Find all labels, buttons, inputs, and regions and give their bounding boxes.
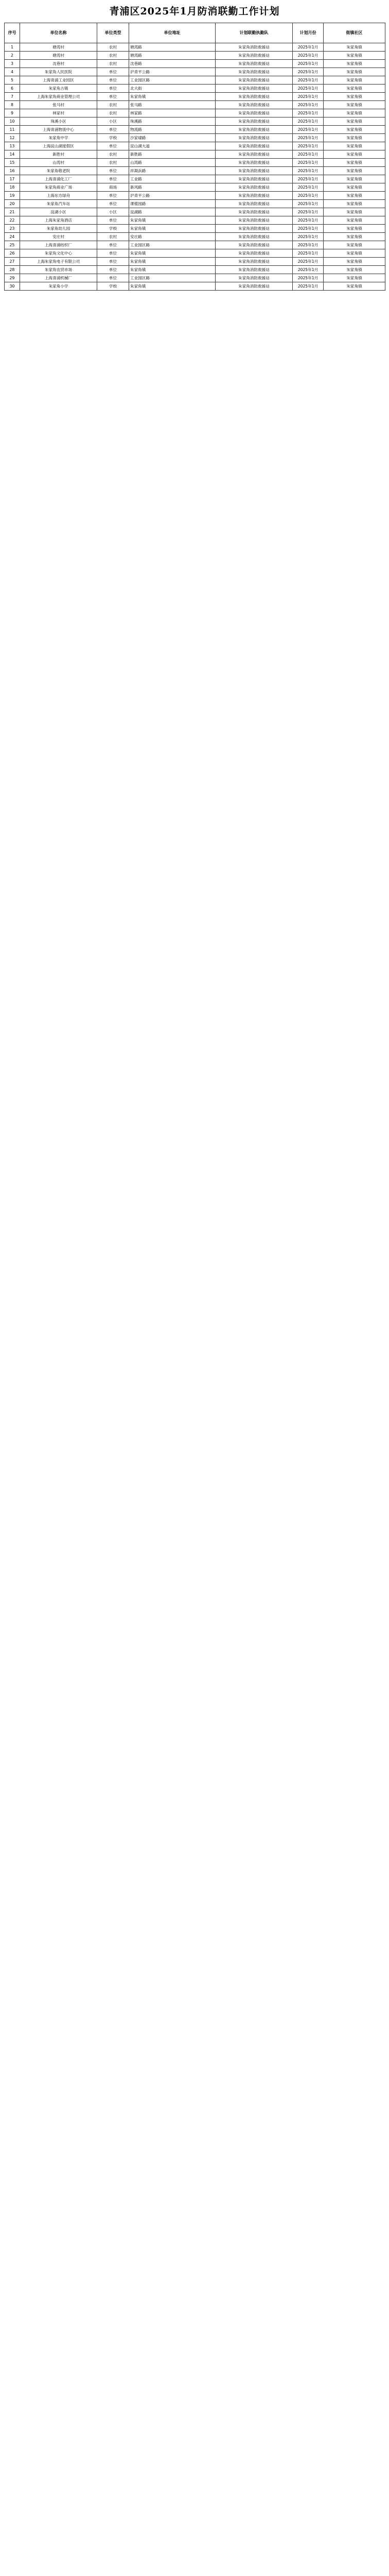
column-header-unit-address: 单位地址 xyxy=(129,23,216,43)
community-cell: 朱家角镇 xyxy=(324,258,385,266)
unit-address-cell: 朱家角镇 xyxy=(129,93,216,101)
unit-name-cell: 朱家角汽车站 xyxy=(20,200,97,208)
table-row xyxy=(5,60,385,68)
unit-name-cell: 塘湾村 xyxy=(20,43,97,52)
unit-name-cell: 朱家角小学 xyxy=(20,282,97,291)
row-index-cell: 19 xyxy=(5,192,20,200)
unit-name-cell: 朱家角商业广场 xyxy=(20,183,97,192)
plan-month-cell: 2025年1月 xyxy=(293,60,324,68)
table-row xyxy=(5,109,385,117)
community-cell: 朱家角镇 xyxy=(324,249,385,258)
plan-month-cell: 2025年1月 xyxy=(293,76,324,84)
plan-month-cell: 2025年1月 xyxy=(293,109,324,117)
table-row xyxy=(5,241,385,249)
unit-name-cell: 沈巷村 xyxy=(20,60,97,68)
plan-month-cell: 2025年1月 xyxy=(293,266,324,274)
unit-name-cell: 上海青浦物流中心 xyxy=(20,126,97,134)
community-cell: 朱家角镇 xyxy=(324,192,385,200)
community-cell: 朱家角镇 xyxy=(324,76,385,84)
unit-type-cell: 单位 xyxy=(97,76,129,84)
table-body xyxy=(5,43,385,291)
unit-address-cell: 朱家角镇 xyxy=(129,258,216,266)
column-header-unit-type: 单位类型 xyxy=(97,23,129,43)
row-index-cell: 17 xyxy=(5,175,20,183)
unit-name-cell: 朱家角中学 xyxy=(20,134,97,142)
table-row xyxy=(5,167,385,175)
plan-month-cell: 2025年1月 xyxy=(293,233,324,241)
community-cell: 朱家角镇 xyxy=(324,84,385,93)
duty-team-cell: 朱家角消防救援站 xyxy=(216,76,293,84)
duty-team-cell: 朱家角消防救援站 xyxy=(216,159,293,167)
duty-team-cell: 朱家角消防救援站 xyxy=(216,150,293,159)
table-row xyxy=(5,126,385,134)
community-cell: 朱家角镇 xyxy=(324,216,385,225)
plan-month-cell: 2025年1月 xyxy=(293,216,324,225)
duty-team-cell: 朱家角消防救援站 xyxy=(216,183,293,192)
row-index-cell: 3 xyxy=(5,60,20,68)
unit-name-cell: 上海青浦纺织厂 xyxy=(20,241,97,249)
unit-address-cell: 珠溪路 xyxy=(129,117,216,126)
table-row xyxy=(5,84,385,93)
plan-month-cell: 2025年1月 xyxy=(293,150,324,159)
unit-type-cell: 单位 xyxy=(97,241,129,249)
plan-month-cell: 2025年1月 xyxy=(293,52,324,60)
row-index-cell: 18 xyxy=(5,183,20,192)
plan-month-cell: 2025年1月 xyxy=(293,192,324,200)
unit-type-cell: 农村 xyxy=(97,43,129,52)
row-index-cell: 4 xyxy=(5,68,20,76)
duty-team-cell: 朱家角消防救援站 xyxy=(216,175,293,183)
unit-name-cell: 朱家角人民医院 xyxy=(20,68,97,76)
schedule-table xyxy=(4,23,385,291)
row-index-cell: 24 xyxy=(5,233,20,241)
unit-name-cell: 淀湖小区 xyxy=(20,208,97,216)
unit-name-cell: 上海朱家角电子有限公司 xyxy=(20,258,97,266)
unit-type-cell: 单位 xyxy=(97,68,129,76)
plan-month-cell: 2025年1月 xyxy=(293,200,324,208)
unit-type-cell: 单位 xyxy=(97,192,129,200)
plan-month-cell: 2025年1月 xyxy=(293,241,324,249)
row-index-cell: 26 xyxy=(5,249,20,258)
unit-name-cell: 上海青浦化工厂 xyxy=(20,175,97,183)
unit-type-cell: 学校 xyxy=(97,134,129,142)
unit-address-cell: 课植园路 xyxy=(129,200,216,208)
community-cell: 朱家角镇 xyxy=(324,117,385,126)
unit-name-cell: 上海青浦机械厂 xyxy=(20,274,97,282)
duty-team-cell: 朱家角消防救援站 xyxy=(216,52,293,60)
row-index-cell: 30 xyxy=(5,282,20,291)
unit-address-cell: 沙家埭路 xyxy=(129,134,216,142)
duty-team-cell: 朱家角消防救援站 xyxy=(216,117,293,126)
unit-type-cell: 单位 xyxy=(97,216,129,225)
unit-name-cell: 朱家角文化中心 xyxy=(20,249,97,258)
community-cell: 朱家角镇 xyxy=(324,43,385,52)
unit-address-cell: 沪青平公路 xyxy=(129,68,216,76)
community-cell: 朱家角镇 xyxy=(324,233,385,241)
plan-month-cell: 2025年1月 xyxy=(293,43,324,52)
community-cell: 朱家角镇 xyxy=(324,101,385,109)
duty-team-cell: 朱家角消防救援站 xyxy=(216,93,293,101)
unit-type-cell: 单位 xyxy=(97,167,129,175)
row-index-cell: 21 xyxy=(5,208,20,216)
table-row xyxy=(5,68,385,76)
table-row xyxy=(5,142,385,150)
unit-type-cell: 单位 xyxy=(97,200,129,208)
unit-address-cell: 沈巷路 xyxy=(129,60,216,68)
duty-team-cell: 朱家角消防救援站 xyxy=(216,167,293,175)
table-row xyxy=(5,200,385,208)
page-title: 青浦区2025年1月防消联勤工作计划 xyxy=(109,6,280,17)
unit-address-cell: 朱家角镇 xyxy=(129,249,216,258)
plan-month-cell: 2025年1月 xyxy=(293,249,324,258)
duty-team-cell: 朱家角消防救援站 xyxy=(216,266,293,274)
community-cell: 朱家角镇 xyxy=(324,200,385,208)
plan-month-cell: 2025年1月 xyxy=(293,159,324,167)
row-index-cell: 15 xyxy=(5,159,20,167)
duty-team-cell: 朱家角消防救援站 xyxy=(216,282,293,291)
unit-address-cell: 工业园区路 xyxy=(129,76,216,84)
duty-team-cell: 朱家角消防救援站 xyxy=(216,249,293,258)
unit-type-cell: 农村 xyxy=(97,150,129,159)
duty-team-cell: 朱家角消防救援站 xyxy=(216,43,293,52)
community-cell: 朱家角镇 xyxy=(324,183,385,192)
plan-month-cell: 2025年1月 xyxy=(293,68,324,76)
unit-address-cell: 朱家角镇 xyxy=(129,282,216,291)
table-row xyxy=(5,233,385,241)
unit-type-cell: 单位 xyxy=(97,274,129,282)
table-row xyxy=(5,175,385,183)
community-cell: 朱家角镇 xyxy=(324,134,385,142)
row-index-cell: 22 xyxy=(5,216,20,225)
community-cell: 朱家角镇 xyxy=(324,241,385,249)
row-index-cell: 7 xyxy=(5,93,20,101)
unit-name-cell: 塘湾村 xyxy=(20,52,97,60)
community-cell: 朱家角镇 xyxy=(324,266,385,274)
table-row xyxy=(5,52,385,60)
table-row xyxy=(5,183,385,192)
row-index-cell: 14 xyxy=(5,150,20,159)
duty-team-cell: 朱家角消防救援站 xyxy=(216,241,293,249)
unit-address-cell: 祥凝浜路 xyxy=(129,167,216,175)
community-cell: 朱家角镇 xyxy=(324,52,385,60)
table-row xyxy=(5,93,385,101)
unit-name-cell: 安庄村 xyxy=(20,233,97,241)
unit-type-cell: 单位 xyxy=(97,266,129,274)
community-cell: 朱家角镇 xyxy=(324,68,385,76)
table-row xyxy=(5,159,385,167)
unit-type-cell: 单位 xyxy=(97,142,129,150)
duty-team-cell: 朱家角消防救援站 xyxy=(216,233,293,241)
column-header-unit-name: 单位名称 xyxy=(20,23,97,43)
table-header-row xyxy=(5,23,385,43)
duty-team-cell: 朱家角消防救援站 xyxy=(216,134,293,142)
row-index-cell: 12 xyxy=(5,134,20,142)
unit-name-cell: 朱家角古镇 xyxy=(20,84,97,93)
unit-type-cell: 农村 xyxy=(97,159,129,167)
community-cell: 朱家角镇 xyxy=(324,126,385,134)
table-row xyxy=(5,208,385,216)
duty-team-cell: 朱家角消防救援站 xyxy=(216,68,293,76)
table-row xyxy=(5,274,385,282)
table-row xyxy=(5,43,385,52)
duty-team-cell: 朱家角消防救援站 xyxy=(216,84,293,93)
table-row xyxy=(5,150,385,159)
unit-address-cell: 沪青平公路 xyxy=(129,192,216,200)
table-row xyxy=(5,225,385,233)
unit-type-cell: 单位 xyxy=(97,249,129,258)
plan-month-cell: 2025年1月 xyxy=(293,183,324,192)
unit-name-cell: 朱家角农贸市场 xyxy=(20,266,97,274)
community-cell: 朱家角镇 xyxy=(324,150,385,159)
plan-month-cell: 2025年1月 xyxy=(293,142,324,150)
unit-address-cell: 淀湖路 xyxy=(129,208,216,216)
unit-name-cell: 上海青浦工业园区 xyxy=(20,76,97,84)
row-index-cell: 11 xyxy=(5,126,20,134)
row-index-cell: 6 xyxy=(5,84,20,93)
community-cell: 朱家角镇 xyxy=(324,142,385,150)
unit-address-cell: 工业路 xyxy=(129,175,216,183)
unit-type-cell: 学校 xyxy=(97,282,129,291)
duty-team-cell: 朱家角消防救援站 xyxy=(216,258,293,266)
row-index-cell: 28 xyxy=(5,266,20,274)
table-row xyxy=(5,282,385,291)
unit-address-cell: 物流路 xyxy=(129,126,216,134)
duty-team-cell: 朱家角消防救援站 xyxy=(216,101,293,109)
unit-type-cell: 农村 xyxy=(97,109,129,117)
duty-team-cell: 朱家角消防救援站 xyxy=(216,208,293,216)
row-index-cell: 9 xyxy=(5,109,20,117)
unit-address-cell: 新胜路 xyxy=(129,150,216,159)
duty-team-cell: 朱家角消防救援站 xyxy=(216,225,293,233)
unit-type-cell: 单位 xyxy=(97,126,129,134)
table-row xyxy=(5,249,385,258)
duty-team-cell: 朱家角消防救援站 xyxy=(216,109,293,117)
table-row xyxy=(5,266,385,274)
community-cell: 朱家角镇 xyxy=(324,225,385,233)
unit-address-cell: 朱家角镇 xyxy=(129,216,216,225)
unit-name-cell: 新胜村 xyxy=(20,150,97,159)
row-index-cell: 27 xyxy=(5,258,20,266)
unit-address-cell: 工业园区路 xyxy=(129,241,216,249)
unit-type-cell: 小区 xyxy=(97,117,129,126)
community-cell: 朱家角镇 xyxy=(324,167,385,175)
row-index-cell: 5 xyxy=(5,76,20,84)
table-row xyxy=(5,101,385,109)
unit-type-cell: 学校 xyxy=(97,225,129,233)
plan-month-cell: 2025年1月 xyxy=(293,258,324,266)
row-index-cell: 23 xyxy=(5,225,20,233)
row-index-cell: 10 xyxy=(5,117,20,126)
plan-month-cell: 2025年1月 xyxy=(293,282,324,291)
plan-month-cell: 2025年1月 xyxy=(293,126,324,134)
unit-name-cell: 上海朱家角酒店 xyxy=(20,216,97,225)
unit-name-cell: 上海朱家角商业管理公司 xyxy=(20,93,97,101)
duty-team-cell: 朱家角消防救援站 xyxy=(216,60,293,68)
community-cell: 朱家角镇 xyxy=(324,109,385,117)
unit-address-cell: 新风路 xyxy=(129,183,216,192)
unit-address-cell: 淀山湖大道 xyxy=(129,142,216,150)
unit-type-cell: 小区 xyxy=(97,208,129,216)
plan-month-cell: 2025年1月 xyxy=(293,117,324,126)
unit-address-cell: 朱家角镇 xyxy=(129,225,216,233)
unit-name-cell: 珠溪小区 xyxy=(20,117,97,126)
unit-type-cell: 农村 xyxy=(97,101,129,109)
unit-type-cell: 农村 xyxy=(97,233,129,241)
plan-month-cell: 2025年1月 xyxy=(293,101,324,109)
column-header-plan-month: 计划月份 xyxy=(293,23,324,43)
unit-address-cell: 安庄路 xyxy=(129,233,216,241)
duty-team-cell: 朱家角消防救援站 xyxy=(216,142,293,150)
unit-type-cell: 农村 xyxy=(97,60,129,68)
column-header-duty-team: 计划联勤执勤队 xyxy=(216,23,293,43)
unit-address-cell: 林家路 xyxy=(129,109,216,117)
unit-name-cell: 张马村 xyxy=(20,101,97,109)
unit-name-cell: 林家村 xyxy=(20,109,97,117)
plan-month-cell: 2025年1月 xyxy=(293,274,324,282)
duty-team-cell: 朱家角消防救援站 xyxy=(216,192,293,200)
unit-name-cell: 山湾村 xyxy=(20,159,97,167)
unit-address-cell: 工业园区路 xyxy=(129,274,216,282)
duty-team-cell: 朱家角消防救援站 xyxy=(216,126,293,134)
unit-type-cell: 单位 xyxy=(97,84,129,93)
duty-team-cell: 朱家角消防救援站 xyxy=(216,200,293,208)
plan-month-cell: 2025年1月 xyxy=(293,93,324,101)
table-row xyxy=(5,192,385,200)
row-index-cell: 2 xyxy=(5,52,20,60)
duty-team-cell: 朱家角消防救援站 xyxy=(216,216,293,225)
plan-month-cell: 2025年1月 xyxy=(293,134,324,142)
unit-address-cell: 朱家角镇 xyxy=(129,266,216,274)
unit-type-cell: 单位 xyxy=(97,175,129,183)
community-cell: 朱家角镇 xyxy=(324,60,385,68)
row-index-cell: 20 xyxy=(5,200,20,208)
duty-team-cell: 朱家角消防救援站 xyxy=(216,274,293,282)
unit-type-cell: 单位 xyxy=(97,258,129,266)
unit-type-cell: 单位 xyxy=(97,93,129,101)
community-cell: 朱家角镇 xyxy=(324,282,385,291)
unit-name-cell: 上海淀山湖度假区 xyxy=(20,142,97,150)
row-index-cell: 25 xyxy=(5,241,20,249)
unit-address-cell: 塘湾路 xyxy=(129,43,216,52)
unit-type-cell: 农村 xyxy=(97,52,129,60)
community-cell: 朱家角镇 xyxy=(324,274,385,282)
column-header-index: 序号 xyxy=(5,23,20,43)
plan-month-cell: 2025年1月 xyxy=(293,208,324,216)
unit-name-cell: 上海东方绿舟 xyxy=(20,192,97,200)
unit-address-cell: 北大街 xyxy=(129,84,216,93)
row-index-cell: 1 xyxy=(5,43,20,52)
plan-month-cell: 2025年1月 xyxy=(293,225,324,233)
community-cell: 朱家角镇 xyxy=(324,159,385,167)
unit-type-cell: 商场 xyxy=(97,183,129,192)
community-cell: 朱家角镇 xyxy=(324,93,385,101)
row-index-cell: 29 xyxy=(5,274,20,282)
unit-address-cell: 山湾路 xyxy=(129,159,216,167)
table-row xyxy=(5,76,385,84)
community-cell: 朱家角镇 xyxy=(324,175,385,183)
unit-name-cell: 朱家角敬老院 xyxy=(20,167,97,175)
community-cell: 朱家角镇 xyxy=(324,208,385,216)
row-index-cell: 8 xyxy=(5,101,20,109)
plan-month-cell: 2025年1月 xyxy=(293,175,324,183)
row-index-cell: 16 xyxy=(5,167,20,175)
column-header-community: 街镇社区 xyxy=(324,23,385,43)
unit-address-cell: 塘湾路 xyxy=(129,52,216,60)
unit-name-cell: 朱家角幼儿园 xyxy=(20,225,97,233)
table-row xyxy=(5,134,385,142)
table-row xyxy=(5,216,385,225)
table-row xyxy=(5,117,385,126)
row-index-cell: 13 xyxy=(5,142,20,150)
plan-month-cell: 2025年1月 xyxy=(293,84,324,93)
plan-month-cell: 2025年1月 xyxy=(293,167,324,175)
table-row xyxy=(5,258,385,266)
unit-address-cell: 张马路 xyxy=(129,101,216,109)
